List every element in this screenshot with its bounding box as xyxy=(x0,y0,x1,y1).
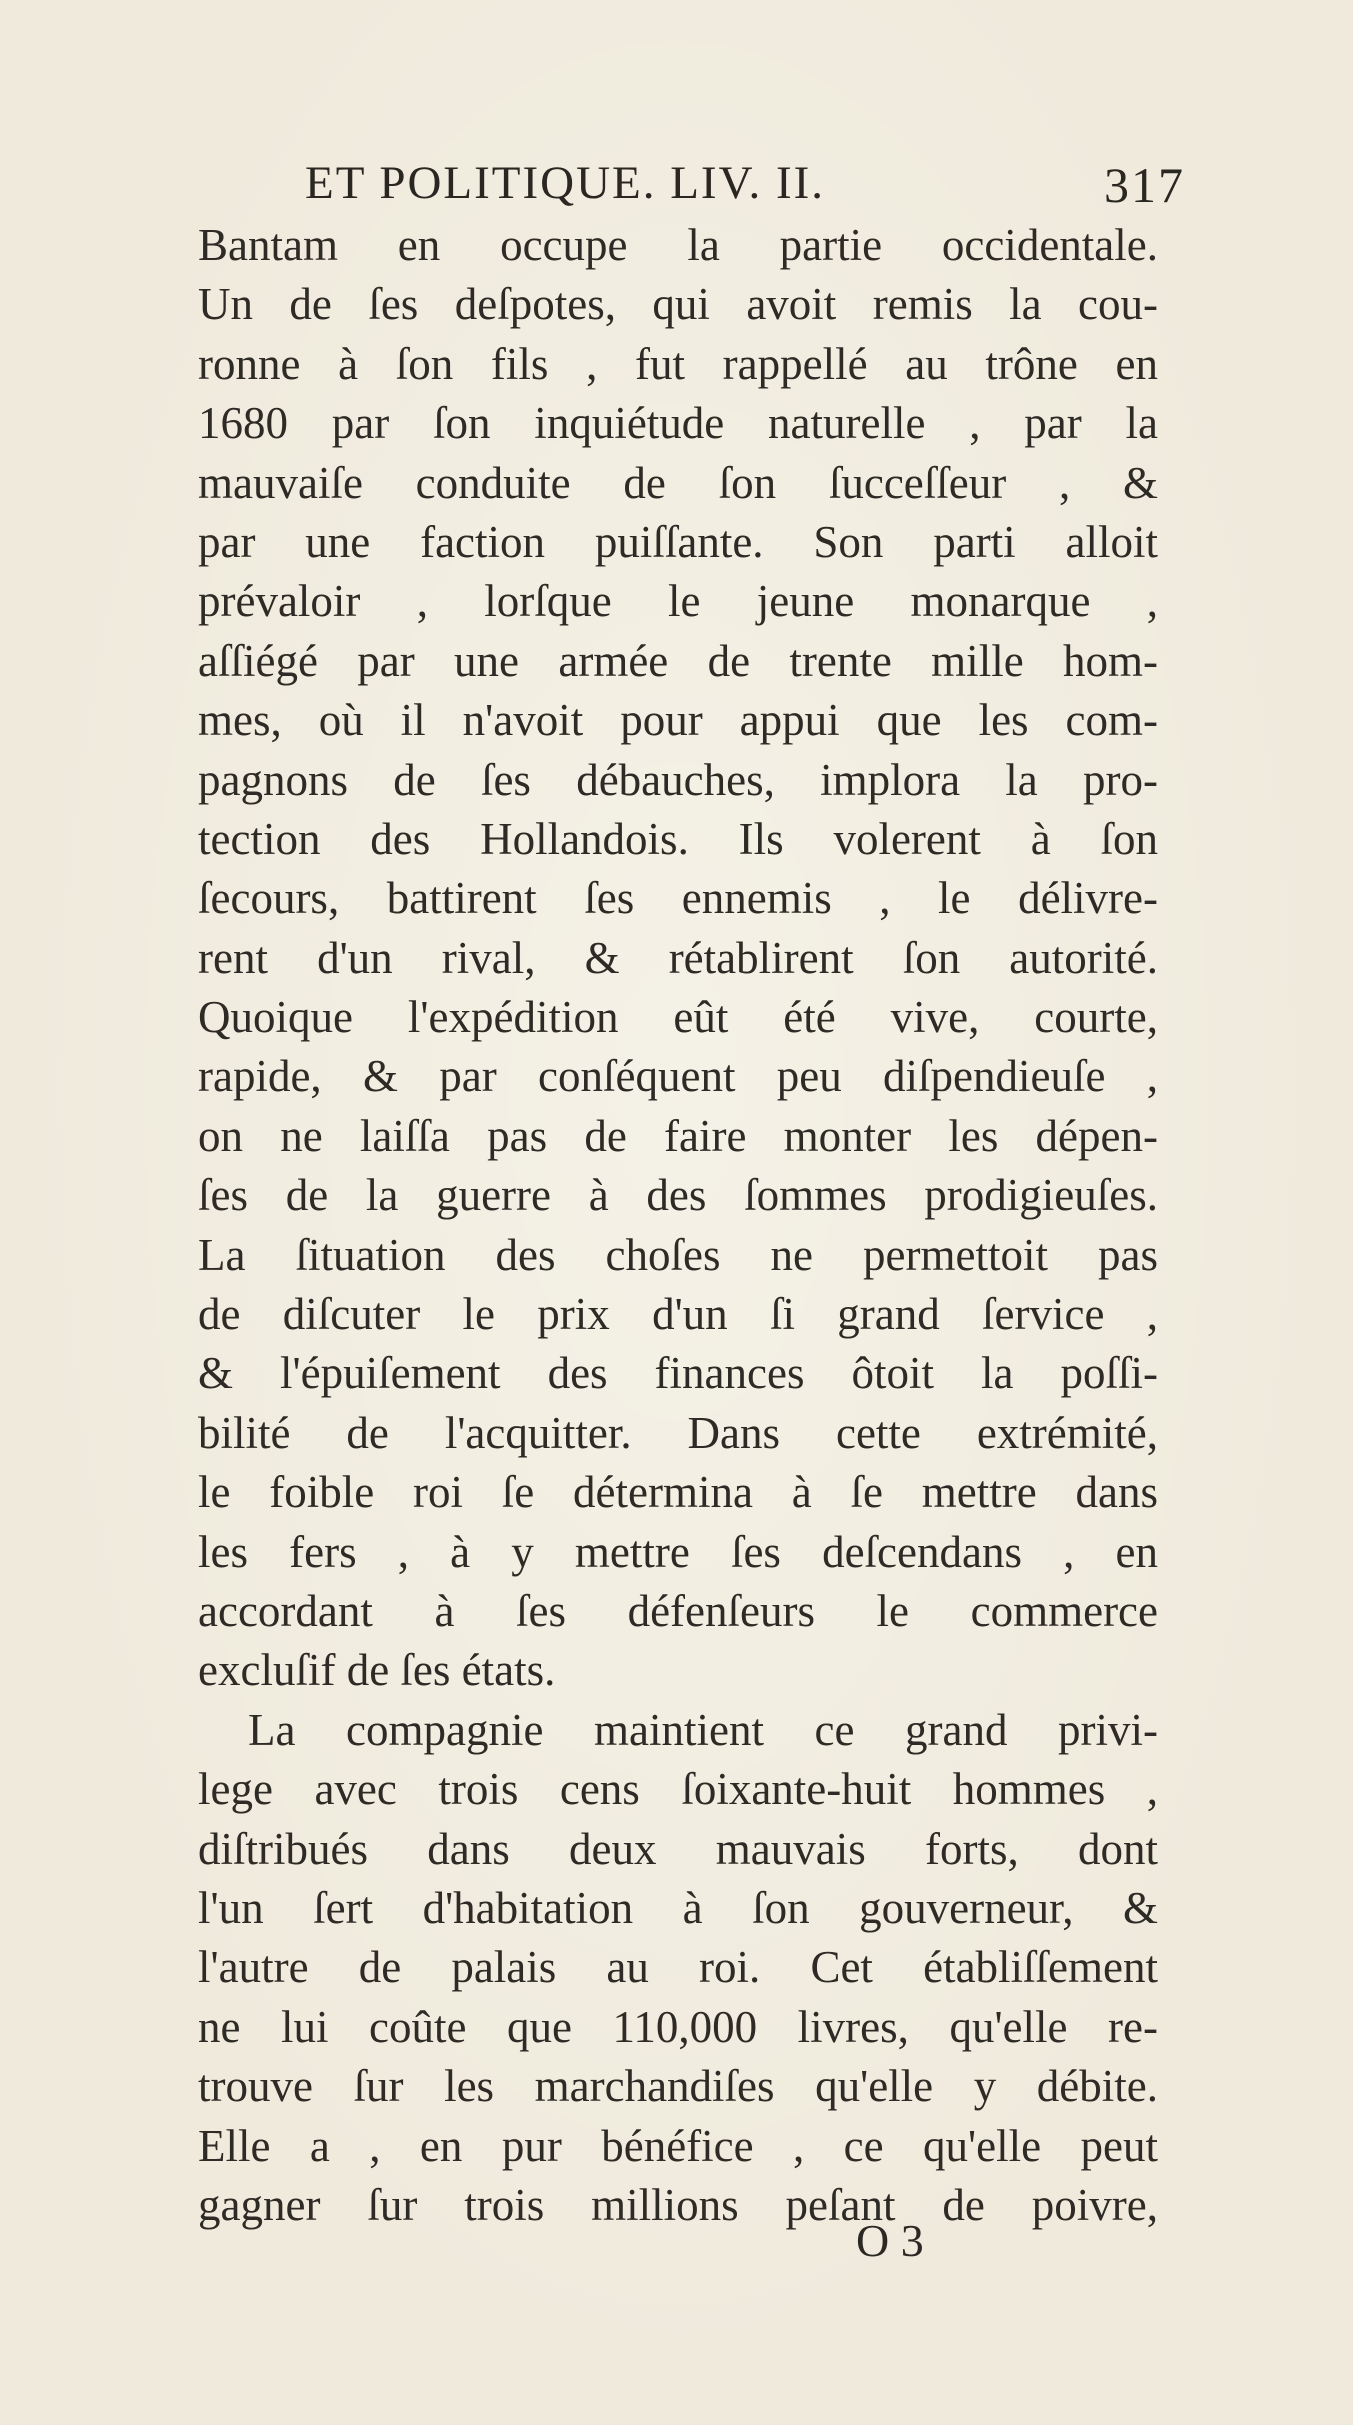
text-line: Bantam en occupe la partie occidentale. xyxy=(198,220,1158,270)
text-line: rent d'un rival, & rétablirent ſon autorité. xyxy=(198,932,1158,983)
text-line: bilité de l'acquitter. Dans cette extrémité, xyxy=(198,1407,1158,1458)
text-line: excluſif de ſes états. xyxy=(198,1645,556,1696)
text-line: La ſituation des choſes ne permettoit pas xyxy=(198,1229,1158,1280)
text-line: on ne laiſſa pas de faire monter les dépen- xyxy=(198,1110,1158,1161)
text-line: mauvaiſe conduite de ſon ſucceſſeur , & xyxy=(198,457,1158,508)
text-line: La compagnie maintient ce grand privi- xyxy=(248,1704,1158,1755)
text-line: ſes de la guerre à des ſommes prodigieuſes. xyxy=(198,1170,1158,1221)
text-line: ne lui coûte que 110,000 livres, qu'elle re- xyxy=(198,2001,1158,2052)
text-line: trouve ſur les marchandiſes qu'elle y débite. xyxy=(198,2061,1158,2112)
text-line: diſtribués dans deux mauvais forts, dont xyxy=(198,1823,1158,1874)
text-line: Un de ſes deſpotes, qui avoit remis la cou- xyxy=(198,279,1158,330)
text-line: par une faction puiſſante. Son parti alloit xyxy=(198,516,1158,567)
text-line: l'un ſert d'habitation à ſon gouverneur, & xyxy=(198,1882,1158,1933)
text-line: gagner ſur trois millions peſant de poivre, xyxy=(198,2179,1158,2230)
text-line: le foible roi ſe détermina à ſe mettre dans xyxy=(198,1467,1158,1518)
text-line: l'autre de palais au roi. Cet établiſſement xyxy=(198,1942,1158,1993)
running-head xyxy=(305,156,1185,216)
signature-mark: O 3 xyxy=(856,2215,924,2266)
body-text xyxy=(198,216,1158,2235)
text-line: aſſiégé par une armée de trente mille hom- xyxy=(198,635,1158,686)
text-line: accordant à ſes défenſeurs le commerce xyxy=(198,1585,1158,1636)
text-line: prévaloir , lorſque le jeune monarque , xyxy=(198,576,1158,627)
text-line: Quoique l'expédition eût été vive, courte, xyxy=(198,992,1158,1043)
text-line: ronne à ſon fils , fut rappellé au trône en xyxy=(198,338,1158,389)
text-line: Elle a , en pur bénéfice , ce qu'elle peut xyxy=(198,2120,1158,2171)
text-line: les fers , à y mettre ſes deſcendans , en xyxy=(198,1526,1158,1577)
text-line: tection des Hollandois. Ils volerent à ſon xyxy=(198,813,1158,864)
text-line: mes, où il n'avoit pour appui que les com- xyxy=(198,695,1158,746)
text-line: rapide, & par conſéquent peu diſpendieuſe , xyxy=(198,1051,1158,1102)
text-line: lege avec trois cens ſoixante-huit hommes , xyxy=(198,1764,1158,1815)
text-line: pagnons de ſes débauches, implora la pro- xyxy=(198,754,1158,805)
text-line: 1680 par ſon inquiétude naturelle , par la xyxy=(198,398,1158,449)
text-line: & l'épuiſement des finances ôtoit la poſſi- xyxy=(198,1348,1158,1399)
text-line: ſecours, battirent ſes ennemis , le délivre- xyxy=(198,873,1158,924)
text-line: de diſcuter le prix d'un ſi grand ſervice , xyxy=(198,1289,1158,1340)
running-head-title: ET POLITIQUE. LIV. II. xyxy=(305,157,826,209)
page-number: 317 xyxy=(1104,157,1185,213)
